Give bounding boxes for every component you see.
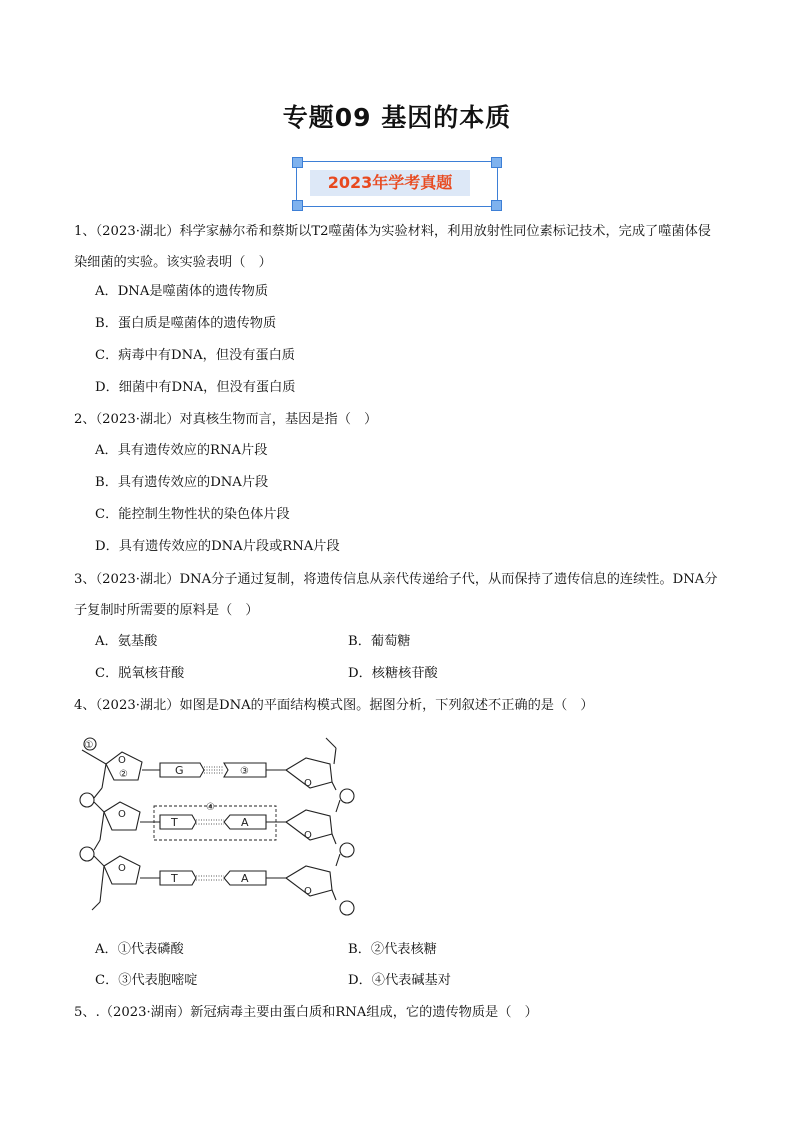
question-3-option-a: A．氨基酸 (95, 634, 158, 649)
banner-corner (292, 200, 303, 211)
base-a: A (241, 872, 249, 885)
sugar-o: O (304, 830, 312, 841)
question-2-option-c: C．能控制生物性状的染色体片段 (95, 507, 290, 522)
page-title: 专题09 基因的本质 (282, 103, 512, 132)
base-t: T (171, 816, 178, 829)
sugar-o: O (118, 809, 126, 820)
sugar-o: O (118, 755, 126, 766)
base-pair-3 (160, 871, 286, 885)
label-1: ① (84, 740, 94, 751)
base-t: T (171, 872, 178, 885)
question-5-stem: 5、.（2023·湖南）新冠病毒主要由蛋白质和RNA组成，它的遗传物质是（ ） (74, 1005, 538, 1020)
label-4: ④ (206, 802, 215, 813)
dna-structure-diagram (74, 728, 364, 924)
question-1-option-c: C．病毒中有DNA，但没有蛋白质 (95, 348, 295, 363)
question-4-option-d: D．④代表碱基对 (348, 973, 451, 988)
question-2-option-a: A．具有遗传效应的RNA片段 (95, 443, 268, 458)
question-1-stem: 1、（2023·湖北）科学家赫尔希和蔡斯以T2噬菌体为实验材料，利用放射性同位素标记技术，完成了噬菌体侵染细菌的实验。该实验表明（ ） (74, 224, 711, 270)
base-pair-1 (160, 763, 286, 777)
base-a: A (241, 816, 249, 829)
question-2-stem: 2、（2023·湖北）对真核生物而言，基因是指（ ） (74, 412, 378, 427)
banner-text: 2023年学考真题 (310, 170, 470, 196)
sugar-o: O (304, 778, 312, 789)
question-2-option-d: D．具有遗传效应的DNA片段或RNA片段 (95, 539, 340, 554)
question-1-option-a: A．DNA是噬菌体的遗传物质 (95, 284, 269, 299)
question-1-option-d: D．细菌中有DNA，但没有蛋白质 (95, 380, 296, 395)
banner-corner (491, 200, 502, 211)
question-4-option-a: A．①代表磷酸 (95, 942, 184, 957)
question-4-stem: 4、（2023·湖北）如图是DNA的平面结构模式图。据图分析，下列叙述不正确的是（ ） (74, 698, 594, 713)
sugar-o: O (304, 886, 312, 897)
right-backbone (286, 738, 354, 915)
left-backbone (80, 738, 160, 910)
base-g: G (175, 764, 184, 777)
question-4-option-c: C．③代表胞嘧啶 (95, 973, 198, 988)
label-3: ③ (240, 766, 249, 777)
question-3-option-d: D．核糖核苷酸 (348, 666, 438, 681)
question-3-option-c: C．脱氧核苷酸 (95, 666, 185, 681)
base-pair-2 (154, 802, 286, 840)
section-banner (296, 161, 498, 207)
question-4-option-b: B．②代表核糖 (348, 942, 437, 957)
question-2-option-b: B．具有遗传效应的DNA片段 (95, 475, 269, 490)
sugar-o: O (118, 863, 126, 874)
question-1-option-b: B．蛋白质是噬菌体的遗传物质 (95, 316, 277, 331)
question-3-option-b: B．葡萄糖 (348, 634, 411, 649)
banner-corner (491, 157, 502, 168)
question-3-stem: 3、（2023·湖北）DNA分子通过复制，将遗传信息从亲代传递给子代，从而保持了遗传信息的连续性。DNA分子复制时所需要的原料是（ ） (74, 572, 718, 618)
label-2: ② (119, 769, 128, 780)
banner-corner (292, 157, 303, 168)
